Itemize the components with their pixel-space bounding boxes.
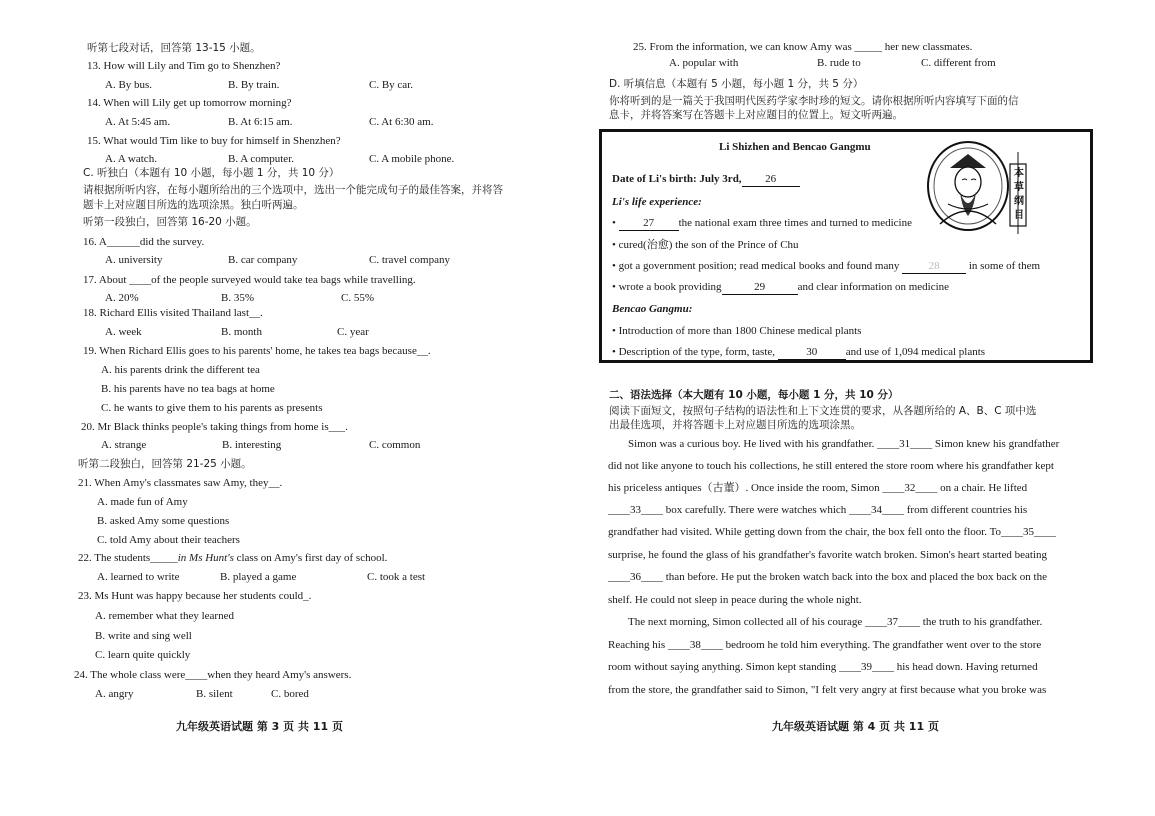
option-a: A. university: [105, 254, 163, 266]
passage-line: grandfather had visited. While getting down from the chair, the box fell onto the floor. To____35____: [608, 526, 1057, 538]
section-instruction: 阅读下面短文，按照句子结构的语法性和上下文连贯的要求，从各题所给的 A、B、C 项中选: [609, 405, 1037, 417]
section-heading: 二、语法选择（本大题有 10 小题，每小题 1 分，共 10 分）: [609, 389, 899, 401]
passage-line: surprise, he found the glass of his grandfather's favorite watch broken. Simon's heart started beating: [608, 549, 1047, 561]
stem-italic: in Ms Hunt's: [177, 552, 234, 564]
passage-line: ____36____ than before. He put the broken watch back into the box and placed the box back on the: [608, 571, 1047, 583]
passage-line: did not like anyone to touch his collections, he still entered the store room where his grandfather kept: [608, 460, 1054, 472]
book-title-seal: 本草纲目: [1014, 168, 1024, 221]
stem-text: class on Amy's first day of school.: [233, 552, 388, 564]
card-line-text: • wrote a book providing: [612, 281, 722, 293]
question-stem: 18. Richard Ellis visited Thailand last__.: [83, 307, 263, 319]
passage-line: ____33____ box carefully. There were watches which ____34____ from different countries his: [608, 504, 1028, 516]
question-stem: 25. From the information, we can know Amy was _____ her new classmates.: [633, 41, 973, 53]
option-c: C. year: [337, 326, 369, 338]
option-c: C. common: [369, 439, 421, 451]
card-line: • Introduction of more than 1800 Chinese medical plants: [612, 325, 862, 337]
card-line: [612, 280, 949, 295]
option-b: B. rude to: [817, 57, 861, 69]
option-a: A. By bus.: [105, 79, 153, 91]
section-heading: 听第二段独白，回答第 21-25 小题。: [78, 458, 252, 470]
right-page: [577, 0, 1155, 816]
option-a: A. popular with: [669, 57, 739, 69]
option-a: A. angry: [95, 688, 134, 700]
answer-blank: 29: [722, 280, 798, 295]
option-b: B. At 6:15 am.: [228, 116, 293, 128]
question-stem: 24. The whole class were____when they heard Amy's answers.: [74, 669, 352, 681]
option-c: C. travel company: [369, 254, 450, 266]
option-b: B. interesting: [222, 439, 282, 451]
section-instruction: 请根据所听内容，在每小题所给出的三个选项中，选出一个能完成句子的最佳答案，并将答: [83, 184, 503, 196]
info-card: [599, 129, 1093, 363]
passage-line: room without saying anything. Simon kept standing ____39____ his head down. Having returned: [608, 661, 1038, 673]
question-stem: 21. When Amy's classmates saw Amy, they__.: [78, 477, 283, 489]
card-line: • 27 the national exam three times and turned to medicine: [612, 217, 912, 229]
page-footer: 九年级英语试题 第 4 页 共 11 页: [772, 720, 939, 733]
answer-blank: 30: [778, 345, 846, 360]
option-c: C. At 6:30 am.: [369, 116, 434, 128]
option-b: B. A computer.: [228, 153, 294, 165]
option-b: B. By train.: [228, 79, 280, 91]
option-a: A. made fun of Amy: [97, 496, 188, 508]
option-a: A. week: [105, 326, 142, 338]
card-line: [612, 259, 1040, 274]
passage-line: Simon was a curious boy. He lived with his grandfather. ____31____ Simon knew his grandfather: [628, 438, 1060, 450]
question-stem: 13. How will Lily and Tim go to Shenzhen?: [87, 60, 281, 72]
dob-label: Date of Li's birth: July 3rd,: [612, 173, 742, 185]
option-a: A. his parents drink the different tea: [101, 364, 260, 376]
option-c: C. different from: [921, 57, 996, 69]
option-a: A. learned to write: [97, 571, 180, 583]
section-heading: C. 听独白（本题有 10 小题，每小题 1 分，共 10 分）: [83, 167, 340, 179]
passage-line: Reaching his ____38____ bedroom he told him everything. The grandfather went over to the store: [608, 639, 1042, 651]
card-line-text: and clear information on medicine: [797, 281, 950, 293]
card-subtitle: Bencao Gangmu:: [612, 303, 693, 315]
option-b: B. 35%: [221, 292, 254, 304]
left-page: [0, 0, 577, 816]
li-shizhen-portrait: [922, 134, 1032, 244]
section-instruction: 你将听到的是一篇关于我国明代医药学家李时珍的短文。请你根据所听内容填写下面的信: [609, 95, 1019, 107]
option-b: B. month: [221, 326, 262, 338]
card-field-label: [612, 172, 800, 187]
card-line-text: • Description of the type, form, taste,: [612, 346, 776, 358]
question-stem: 17. About ____of the people surveyed would take tea bags while travelling.: [83, 274, 416, 286]
question-stem: 15. What would Tim like to buy for himself in Shenzhen?: [87, 135, 341, 147]
section-heading: 听第一段独白，回答第 16-20 小题。: [83, 216, 257, 228]
stem-text: 22. The students_____: [78, 552, 178, 564]
question-stem: 23. Ms Hunt was happy because her students could_.: [78, 590, 312, 602]
passage-line: his priceless antiques（古董）. Once inside the room, Simon ____32____ on a chair. He lifted: [608, 482, 1028, 494]
question-stem: 14. When will Lily get up tomorrow morning?: [87, 97, 292, 109]
card-line-text: and use of 1,094 medical plants: [845, 346, 986, 358]
section-instruction: 出最佳选项，并将答题卡上对应题目所选的选项涂黑。: [609, 419, 861, 431]
question-stem: [78, 551, 387, 565]
passage-line: The next morning, Simon collected all of his courage ____37____ the truth to his grandfather.: [628, 616, 1043, 628]
card-line-text: • got a government position; read medical books and found many: [612, 260, 900, 272]
option-b: B. asked Amy some questions: [97, 515, 230, 527]
option-a: A. 20%: [105, 292, 139, 304]
question-stem: 16. A______did the survey.: [83, 236, 205, 248]
section-instruction: 息卡，并将答案写在答题卡上对应题目的位置上。短文听两遍。: [609, 109, 903, 121]
option-c: C. bored: [271, 688, 309, 700]
option-a: A. At 5:45 am.: [105, 116, 171, 128]
option-a: A. remember what they learned: [95, 610, 234, 622]
answer-blank: 28: [902, 259, 966, 274]
option-a: A. strange: [101, 439, 147, 451]
section-heading: 听第七段对话，回答第 13-15 小题。: [87, 42, 261, 54]
passage-line: from the store, the grandfather said to Simon, "I felt very angry at first because what you broke was: [608, 684, 1047, 696]
section-instruction: 题卡上对应题目所选的选项涂黑。独白听两遍。: [83, 199, 304, 211]
option-c: C. took a test: [367, 571, 426, 583]
option-c: C. A mobile phone.: [369, 153, 455, 165]
question-stem: 19. When Richard Ellis goes to his parents' home, he takes tea bags because__.: [83, 345, 431, 357]
option-b: B. car company: [228, 254, 298, 266]
card-line: [612, 345, 985, 360]
option-a: A. A watch.: [105, 153, 157, 165]
option-b: B. write and sing well: [95, 630, 192, 642]
option-c: C. told Amy about their teachers: [97, 534, 240, 546]
option-b: B. played a game: [220, 571, 297, 583]
option-c: C. learn quite quickly: [95, 649, 191, 661]
option-b: B. his parents have no tea bags at home: [101, 383, 275, 395]
option-c: C. By car.: [369, 79, 413, 91]
option-c: C. 55%: [341, 292, 374, 304]
option-c: C. he wants to give them to his parents as presents: [101, 402, 323, 414]
card-subtitle: Li's life experience:: [612, 196, 702, 208]
answer-blank: 26: [742, 172, 800, 187]
section-heading: D. 听填信息（本题有 5 小题，每小题 1 分，共 5 分）: [609, 78, 864, 90]
card-line-text: in some of them: [968, 260, 1041, 272]
card-line-text: the national exam three times and turned to medicine: [678, 217, 912, 229]
option-b: B. silent: [196, 688, 233, 700]
card-title: Li Shizhen and Bencao Gangmu: [719, 141, 871, 153]
passage-line: shelf. He could not sleep in peace during the whole night.: [608, 594, 862, 606]
answer-blank: 27: [619, 216, 679, 231]
question-stem: 20. Mr Black thinks people's taking things from home is___.: [81, 421, 348, 433]
page-footer: 九年级英语试题 第 3 页 共 11 页: [176, 720, 343, 733]
card-line: • cured(治愈) the son of the Prince of Chu: [612, 239, 799, 251]
